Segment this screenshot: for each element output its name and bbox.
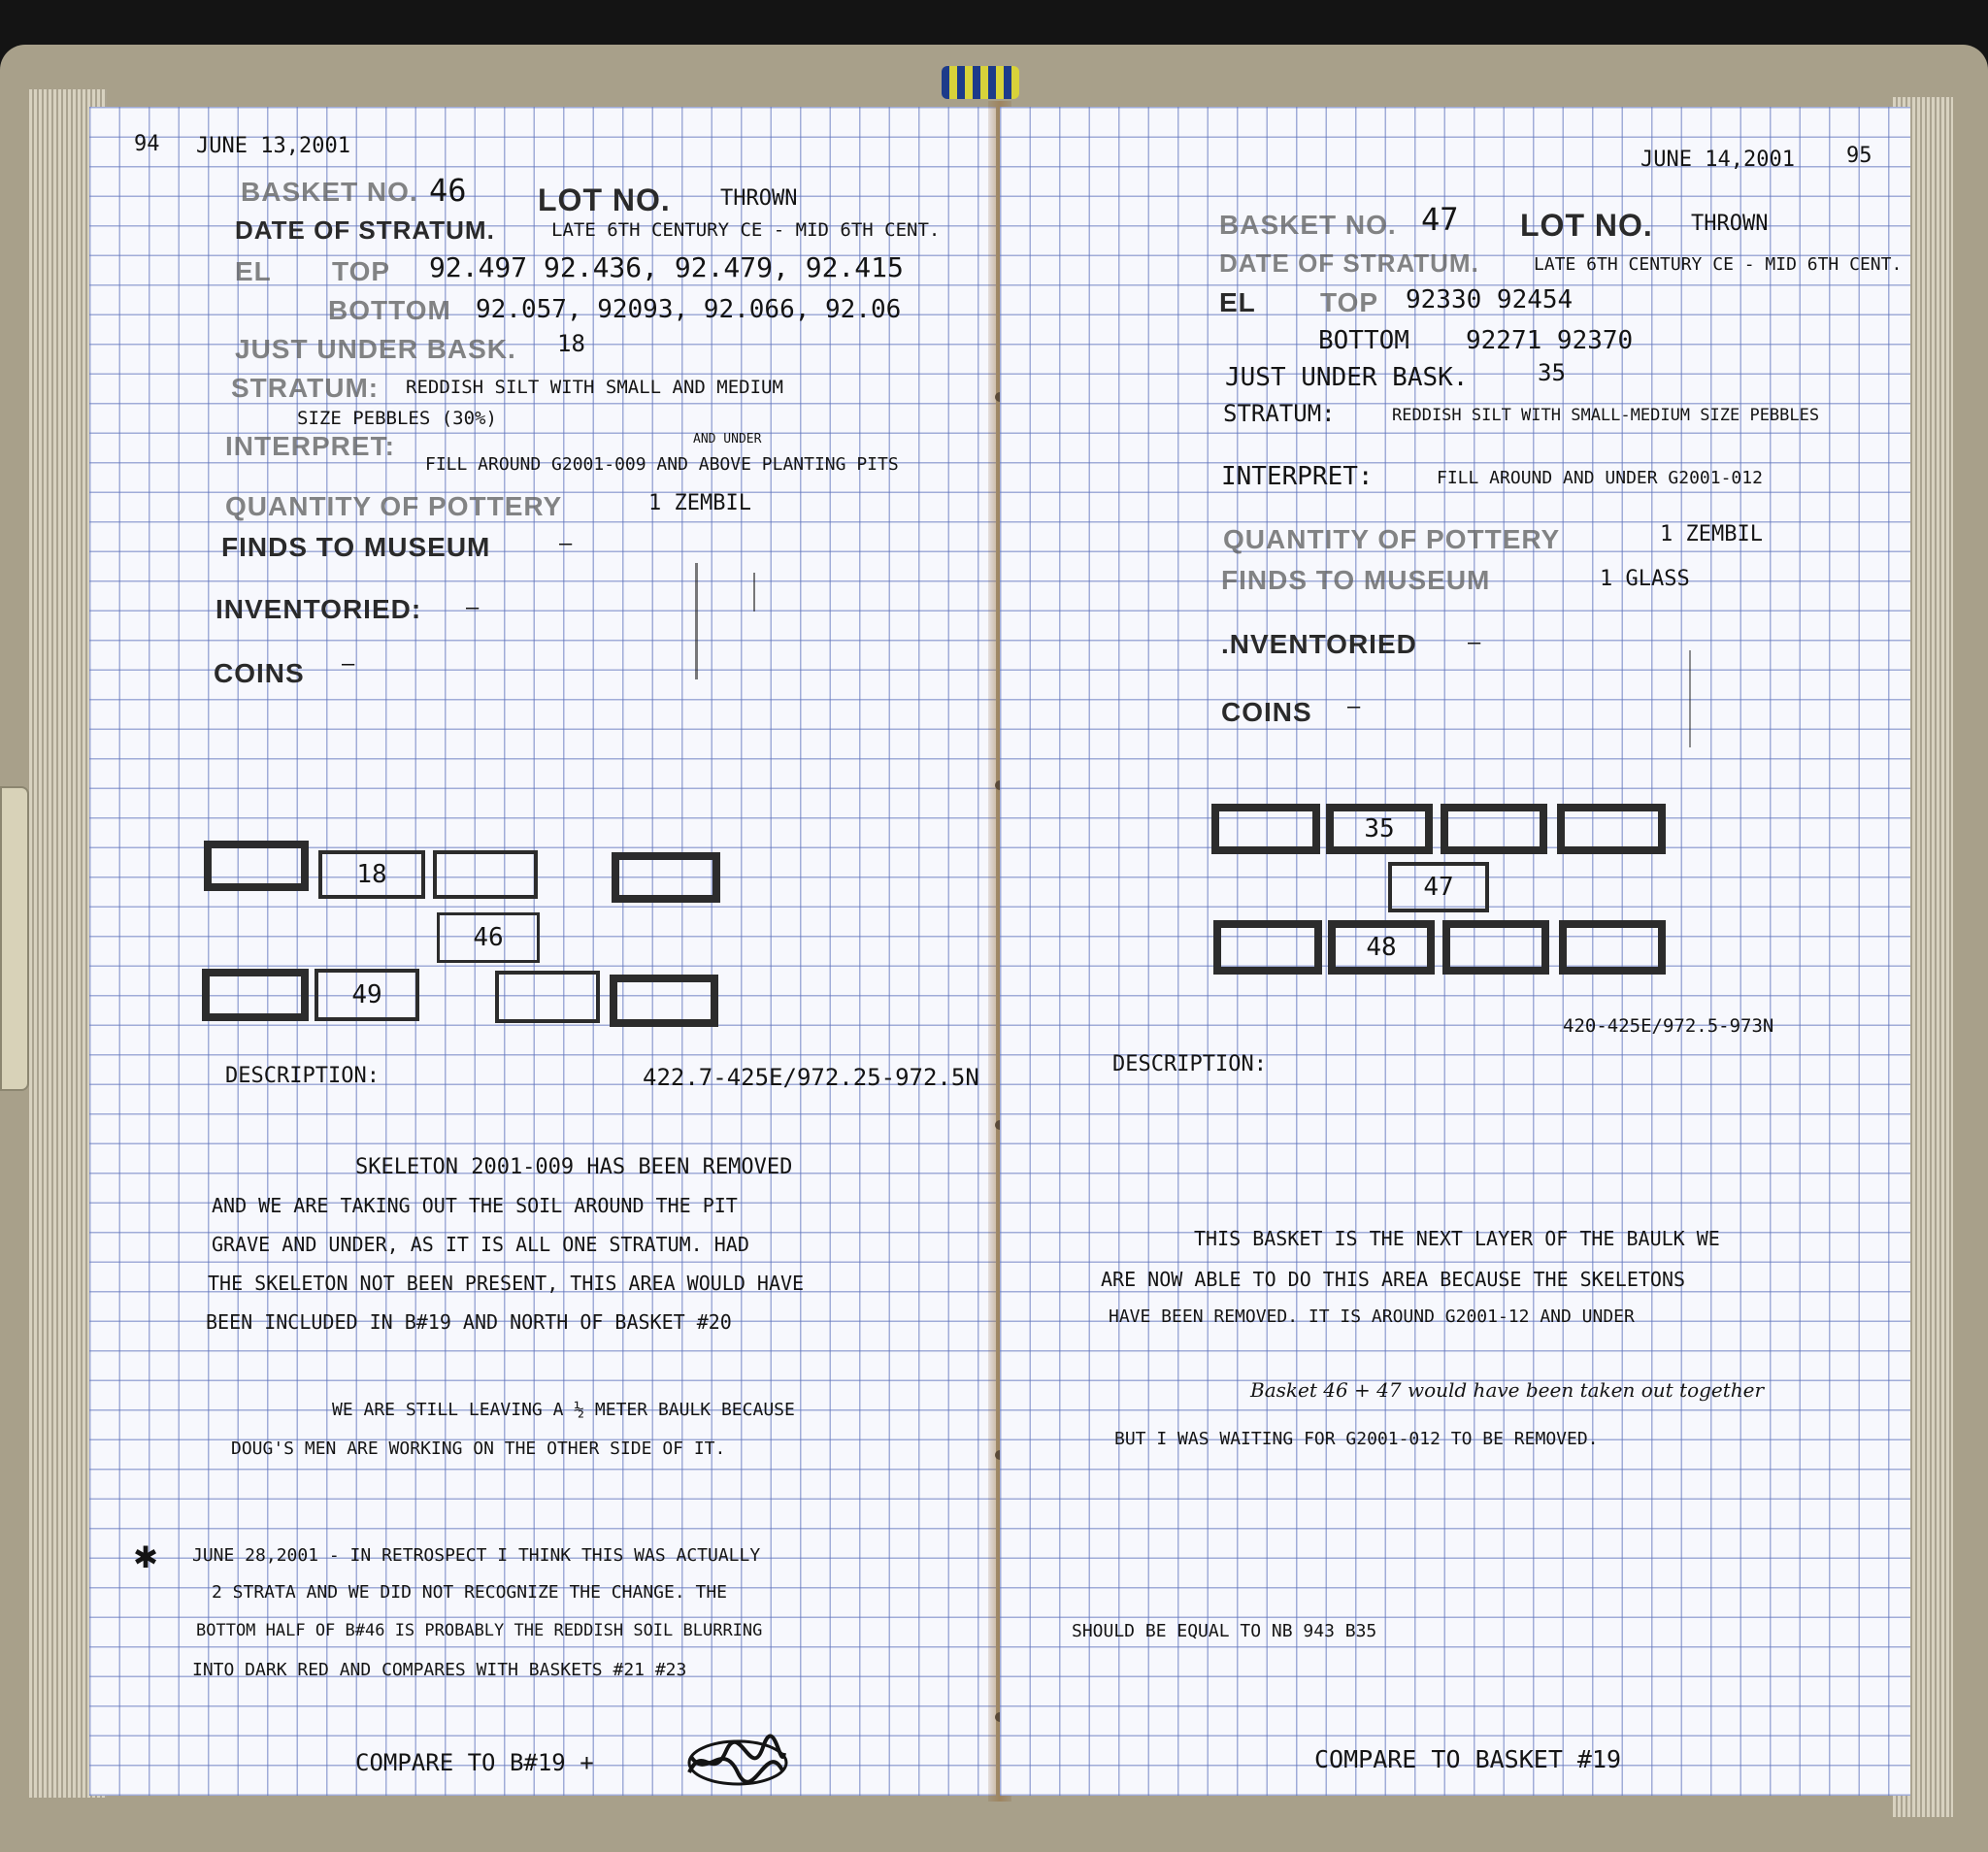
grid-cell <box>612 852 720 903</box>
page-number: 94 <box>134 132 160 156</box>
grid-cell <box>202 969 309 1021</box>
grid-cell <box>433 850 538 899</box>
lot-label: LOT NO. <box>1520 208 1653 243</box>
el-label: EL <box>235 256 272 286</box>
together-line: Basket 46 + 47 would have been taken out together <box>1250 1378 1765 1402</box>
coordinates: 420-425E/972.5-973N <box>1563 1015 1774 1037</box>
stratum-label: STRATUM: <box>1223 400 1336 427</box>
finds-value: — <box>559 532 573 556</box>
description-line: ARE NOW ABLE TO DO THIS AREA BECAUSE THE SKELETONS <box>1101 1268 1686 1291</box>
bottom-values: 92.057, 92093, 92.066, 92.06 <box>476 295 902 324</box>
note-line: BOTTOM HALF OF B#46 IS PROBABLY THE REDDISH SOIL BLURRING <box>196 1621 763 1640</box>
stratum-value: REDDISH SILT WITH SMALL-MEDIUM SIZE PEBBLES <box>1392 406 1820 425</box>
date-stratum-value: LATE 6TH CENTURY CE - MID 6TH CENT. <box>1534 254 1903 275</box>
inventoried-value: — <box>466 596 480 620</box>
just-under-label: JUST UNDER BASK. <box>235 334 516 364</box>
description-line: SKELETON 2001-009 HAS BEEN REMOVED <box>355 1155 793 1179</box>
just-under-value: 18 <box>557 330 585 357</box>
basket-label: BASKET NO. <box>1219 210 1397 240</box>
inventoried-label: INVENTORIED: <box>215 594 422 624</box>
grid-cell <box>495 971 600 1023</box>
basket-number: 47 <box>1421 201 1459 238</box>
stratum-value-2: SIZE PEBBLES (30%) <box>297 408 497 429</box>
inventoried-value: — <box>1468 631 1481 655</box>
ink-mark <box>695 563 698 679</box>
entry-date: JUNE 14,2001 <box>1640 148 1795 172</box>
description-line: GRAVE AND UNDER, AS IT IS ALL ONE STRATUM. HAD <box>212 1233 749 1256</box>
grid-cell: 48 <box>1328 920 1435 975</box>
scribbled-out-text <box>683 1734 788 1792</box>
grid-cell <box>1442 920 1549 975</box>
date-stratum-value: LATE 6TH CENTURY CE - MID 6TH CENT. <box>551 219 941 241</box>
lot-value: THROWN <box>720 186 798 211</box>
coins-value: — <box>1347 695 1361 719</box>
bottom-values: 92271 92370 <box>1466 326 1634 355</box>
note-line: JUNE 28,2001 - IN RETROSPECT I THINK THIS WAS ACTUALLY <box>192 1545 761 1566</box>
description-line: BEEN INCLUDED IN B#19 AND NORTH OF BASKET #20 <box>206 1310 732 1334</box>
coins-label: COINS <box>214 658 305 688</box>
ink-mark <box>1689 650 1691 747</box>
basket-label: BASKET NO. <box>241 177 418 207</box>
top-values: 92.497 92.436, 92.479, 92.415 <box>429 251 904 283</box>
interpret-value: FILL AROUND AND UNDER G2001-012 <box>1437 468 1763 488</box>
page-number: 95 <box>1846 144 1872 168</box>
lot-label: LOT NO. <box>538 182 671 217</box>
grid-cell: 18 <box>318 850 425 899</box>
pottery-value: 1 ZEMBIL <box>1660 522 1763 546</box>
grid-cell <box>1213 920 1322 975</box>
entry-date: JUNE 13,2001 <box>196 134 350 158</box>
compare-text: COMPARE TO B#19 + <box>355 1749 594 1776</box>
el-label: EL <box>1219 287 1256 317</box>
grid-center-cell: 47 <box>1388 862 1489 912</box>
lot-value: THROWN <box>1691 212 1769 236</box>
note-line: INTO DARK RED AND COMPARES WITH BASKETS #21 #23 <box>192 1660 687 1680</box>
just-under-value: 35 <box>1538 359 1566 386</box>
description-line: THIS BASKET IS THE NEXT LAYER OF THE BAULK WE <box>1194 1227 1720 1250</box>
description-line: THE SKELETON NOT BEEN PRESENT, THIS AREA WOULD HAVE <box>208 1272 805 1295</box>
coordinates: 422.7-425E/972.25-972.5N <box>643 1064 979 1091</box>
coins-value: — <box>342 652 355 677</box>
bottom-label: BOTTOM <box>1318 326 1409 355</box>
description-label: DESCRIPTION: <box>1112 1052 1267 1076</box>
grid-cell <box>1557 804 1666 854</box>
top-values: 92330 92454 <box>1406 285 1574 314</box>
finds-label: FINDS TO MUSEUM <box>221 532 491 562</box>
baulk-line: DOUG'S MEN ARE WORKING ON THE OTHER SIDE OF IT. <box>231 1439 726 1459</box>
grid-cell <box>1211 804 1320 854</box>
finds-label: FINDS TO MUSEUM <box>1221 565 1491 595</box>
date-stratum-label: DATE OF STRATUM. <box>1219 248 1479 278</box>
top-label: TOP <box>332 256 391 286</box>
equal-text: SHOULD BE EQUAL TO NB 943 B35 <box>1072 1621 1377 1641</box>
interpret-label: INTERPRET: <box>225 431 395 461</box>
grid-cell <box>1559 920 1666 975</box>
date-stratum-label: DATE OF STRATUM. <box>235 215 495 245</box>
description-label: DESCRIPTION: <box>225 1064 380 1088</box>
description-line: AND WE ARE TAKING OUT THE SOIL AROUND THE PIT <box>212 1194 738 1217</box>
pottery-label: QUANTITY OF POTTERY <box>1223 524 1561 554</box>
inventoried-label: .NVENTORIED <box>1221 629 1417 659</box>
grid-center-cell: 46 <box>437 912 540 963</box>
basket-number: 46 <box>429 172 467 209</box>
coins-label: COINS <box>1221 697 1312 727</box>
grid-cell <box>204 841 309 891</box>
elastic-clasp <box>0 786 29 1091</box>
just-under-label: JUST UNDER BASK. <box>1225 363 1469 392</box>
together-line: BUT I WAS WAITING FOR G2001-012 TO BE REMOVED. <box>1114 1429 1599 1449</box>
note-line: 2 STRATA AND WE DID NOT RECOGNIZE THE CHANGE. THE <box>212 1582 728 1603</box>
baulk-line: WE ARE STILL LEAVING A ½ METER BAULK BECAUSE <box>332 1400 795 1420</box>
top-label: TOP <box>1320 287 1379 317</box>
left-page <box>89 107 996 1796</box>
bottom-label: BOTTOM <box>328 295 451 325</box>
right-page <box>1000 107 1910 1796</box>
grid-cell: 35 <box>1326 804 1433 854</box>
pottery-value: 1 ZEMBIL <box>648 491 751 515</box>
grid-cell: 49 <box>315 969 419 1021</box>
description-line: HAVE BEEN REMOVED. IT IS AROUND G2001-12 AND UNDER <box>1109 1306 1635 1327</box>
finds-value: 1 GLASS <box>1600 567 1690 591</box>
stratum-value-1: REDDISH SILT WITH SMALL AND MEDIUM <box>406 377 783 398</box>
compare-text: COMPARE TO BASKET #19 <box>1314 1745 1622 1773</box>
pottery-label: QUANTITY OF POTTERY <box>225 491 563 521</box>
interpret-label: INTERPRET: <box>1221 462 1374 491</box>
interpret-insert: AND UNDER <box>693 432 762 446</box>
stratum-label: STRATUM: <box>231 373 380 403</box>
note-star: ✱ <box>134 1533 158 1577</box>
bookmark-ribbon <box>942 66 1019 99</box>
interpret-value: FILL AROUND G2001-009 AND ABOVE PLANTING PITS <box>425 454 899 475</box>
grid-cell <box>1441 804 1547 854</box>
grid-cell <box>610 975 718 1027</box>
ink-mark <box>753 573 755 612</box>
